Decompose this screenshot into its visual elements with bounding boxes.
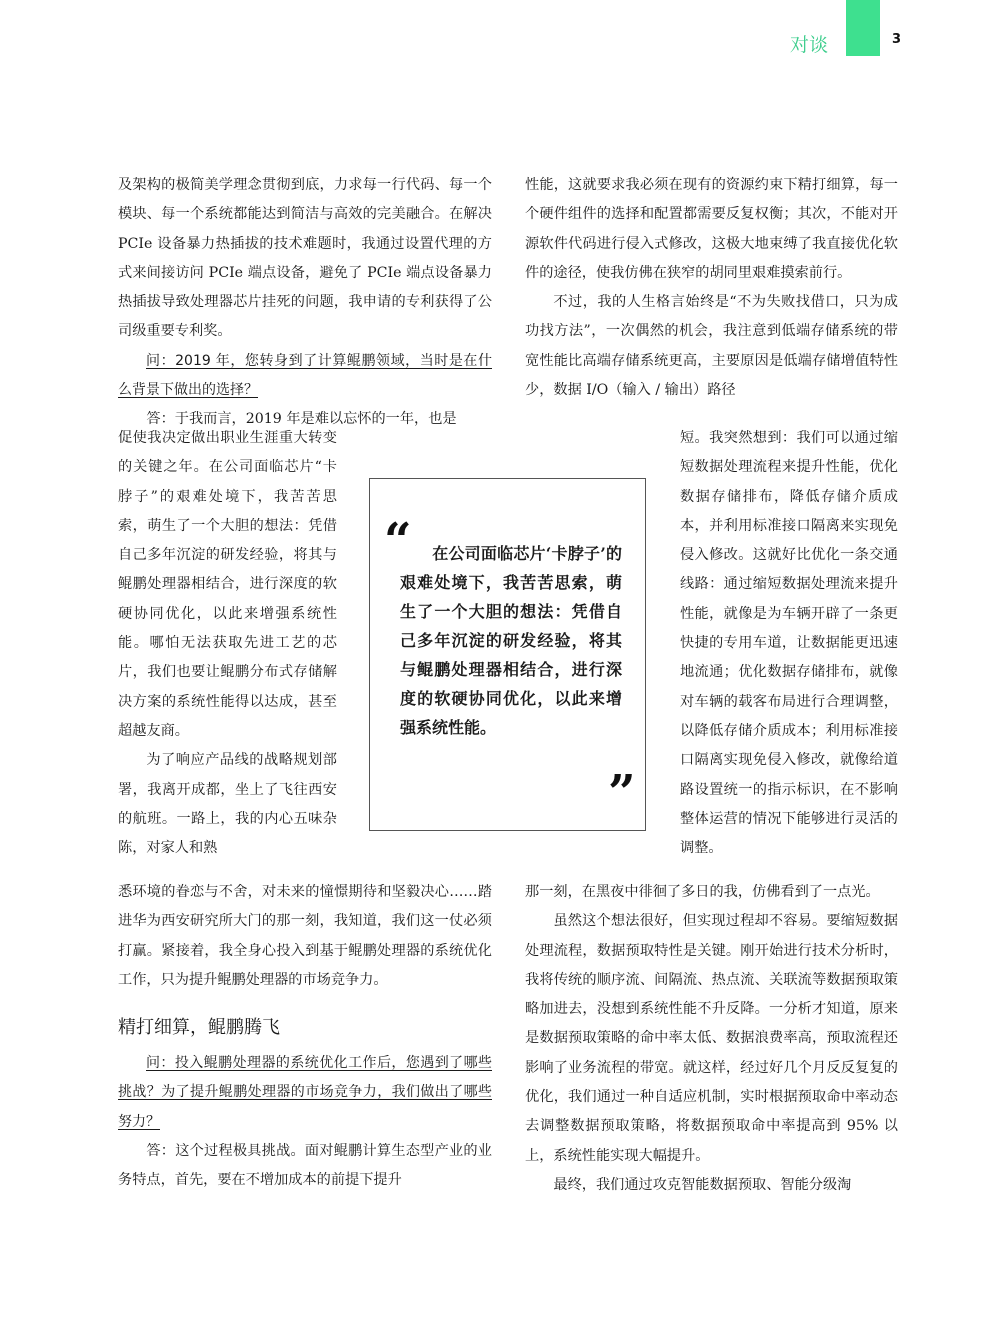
right-column-bottom — [525, 878, 898, 1200]
left-column-top — [118, 171, 492, 435]
answer-1-body: 促使我决定做出职业生涯重大转变的关键之年。在公司面临芯片“卡脖子”的艰难处境下，我苦苦思索，萌生了一个大胆的想法：凭借自己多年沉淀的研发经验，将其与鲲鹏处理器相结合，进行深度的软硬协同优化，以此来增强系统性能。哪怕无法获取先进工艺的芯片，我们也要让鲲鹏分布式存储解决方案的系统性能得以达成，甚至超越友商。 — [118, 430, 337, 739]
pull-quote — [369, 478, 646, 831]
question-2: 问：投入鲲鹏处理器的系统优化工作后，您遇到了哪些挑战？为了提升鲲鹏处理器的市场竞争力，我们做出了哪些努力？ — [118, 1055, 492, 1130]
answer-1-lead: 答：于我而言，2019 年是难以忘怀的一年，也是 — [146, 411, 457, 428]
right-column-top — [525, 171, 898, 405]
paragraph: 虽然这个想法很好，但实现过程却不容易。要缩短数据处理流程，数据预取特性是关键。刚开始进行技术分析时，我将传统的顺序流、间隔流、热点流、关联流等数据预取策略加进去，没想到系统性能不升反降。一分析才知道，原来是数据预取策略的命中率太低、数据浪费率高，预取流程还影响了业务流程的带宽。就这样，经过好几个月反反复复的优化，我们通过一种自适应机制，实时根据预取命中率动态去调整数据预取策略，将数据预取命中率提高到 95% 以上，系统性能实现大幅提升。 — [525, 913, 898, 1164]
paragraph-wrap: 为了响应产品线的战略规划部署，我离开成都，坐上了飞往西安的航班。一路上，我的内心五味杂陈，对家人和熟 — [118, 752, 337, 857]
page-number: 3 — [892, 32, 902, 47]
paragraph-end: 那一刻，在黑夜中徘徊了多日的我，仿佛看到了一点光。 — [525, 884, 880, 900]
open-quote-icon: “ — [384, 513, 412, 569]
close-quote-icon: ” — [608, 765, 636, 821]
section-label: 对谈 — [790, 34, 829, 56]
accent-bar — [846, 0, 880, 56]
section-title: 精打细算，鲲鹏腾飞 — [118, 1017, 280, 1039]
paragraph: 性能，这就要求我必须在现有的资源约束下精打细算，每一个硬件组件的选择和配置都需要反复权衡；其次，不能对开源软件代码进行侵入式修改，这极大地束缚了我直接优化软件的途径，使我仿佛在狭窄的胡同里艰难摸索前行。 — [525, 177, 898, 281]
paragraph: 最终，我们通过攻克智能数据预取、智能分级淘 — [553, 1176, 852, 1193]
left-column-wrap — [118, 424, 337, 863]
paragraph-wrap: 短。我突然想到：我们可以通过缩短数据处理流程来提升性能，优化数据存储排布，降低存储介质成本，并利用标准接口隔离来实现免侵入修改。这就好比优化一条交通线路：通过缩短数据处理流来提升性能，就像是为车辆开辟了一条更快捷的专用车道，让数据能更迅速地流通；优化数据存储排布，就像对车辆的载客布局进行合理调整，以降低存储介质成本；利用标准接口隔离实现免侵入修改，就像给道路设置统一的指示标识，在不影响整体运营的情况下能够进行灵活的调整。 — [680, 430, 898, 857]
paragraph: 及架构的极简美学理念贯彻到底，力求每一行代码、每一个模块、每一个系统都能达到简洁与高效的完美融合。在解决 PCIe 设备暴力热插拔的技术难题时，我通过设置代理的方式来间接访问 PCIe 端点设备，避免了 PCIe 端点设备暴力热插拔导致处理器芯片挂死的问题，我申请的专利获得了公司级重要专利奖。 — [118, 177, 492, 340]
pull-quote-body: 在公司面临芯片‘卡脖子’的艰难处境下，我苦苦思索，萌生了一个大胆的想法：凭借自己多年沉淀的研发经验，将其与鲲鹏处理器相结合，进行深度的软硬协同优化，以此来增强系统性能。 — [400, 544, 622, 737]
answer-2: 答：这个过程极具挑战。面对鲲鹏计算生态型产业的业务特点，首先，要在不增加成本的前提下提升 — [118, 1143, 492, 1189]
paragraph: 不过，我的人生格言始终是“不为失败找借口，只为成功找方法”，一次偶然的机会，我注意到低端存储系统的带宽性能比高端存储系统更高，主要原因是低端存储增值特性少，数据 I/O（输入 / 输出）路径 — [525, 294, 898, 399]
question-1: 问：2019 年，您转身到了计算鲲鹏领域，当时是在什么背景下做出的选择？ — [118, 352, 492, 399]
pull-quote-text — [400, 539, 622, 742]
right-column-wrap — [680, 424, 898, 863]
paragraph: 悉环境的眷恋与不舍，对未来的憧憬期待和坚毅决心……踏进华为西安研究所大门的那一刻，我知道，我们这一仗必须打赢。紧接着，我全身心投入到基于鲲鹏处理器的系统优化工作，只为提升鲲鹏处理器的市场竞争力。 — [118, 884, 492, 988]
left-column-bottom — [118, 878, 492, 1196]
